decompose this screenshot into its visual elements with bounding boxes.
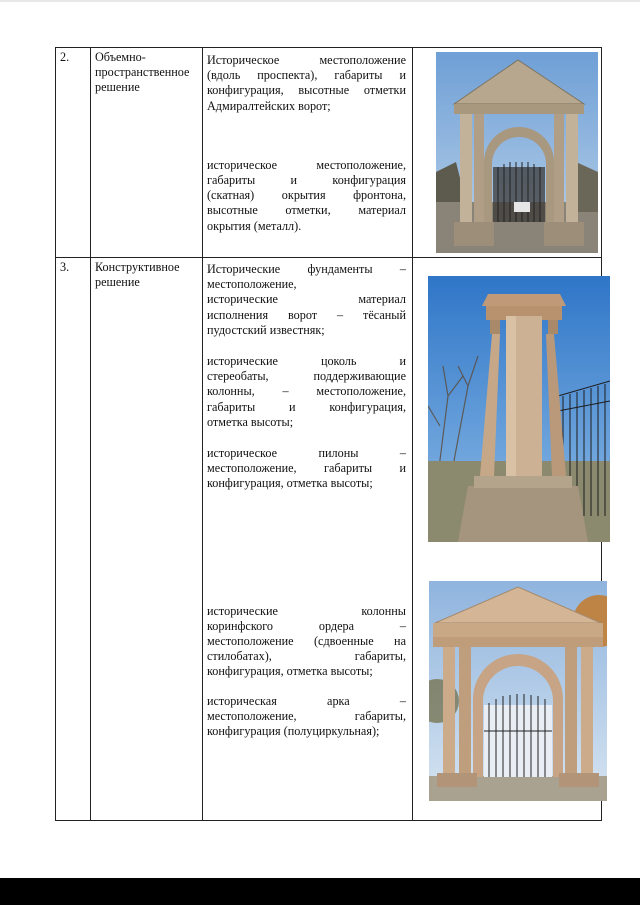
text-line: исполнения ворот – тёсаный — [207, 307, 406, 322]
text-line: местоположение, — [207, 277, 297, 292]
text-line: отметка высоты; — [207, 414, 294, 429]
text-line: историческое местоположение, — [207, 157, 406, 172]
text-line: местоположение (сдвоенные на — [207, 634, 406, 649]
description-item — [207, 446, 406, 492]
row-number: 2. — [56, 48, 91, 258]
category-line: пространственное — [95, 65, 190, 80]
category-line: Объемно- — [95, 50, 146, 64]
row-category — [91, 48, 203, 258]
text-line: историческая арка – — [207, 693, 406, 708]
text-line: габариты и конфигурация, — [207, 399, 406, 414]
category-line: решение — [95, 80, 140, 95]
table-row — [56, 48, 602, 258]
description-item — [207, 292, 406, 338]
text-line: (вдоль проспекта), габариты и — [207, 68, 406, 83]
text-line: Историческое местоположение — [207, 53, 406, 67]
text-line: окрытия (металл). — [207, 218, 302, 233]
category-line: решение — [95, 275, 140, 290]
row-description — [203, 48, 413, 258]
text-line: высотные отметки, материал — [207, 203, 406, 218]
scan-bottom-edge — [0, 878, 640, 905]
text-line: местоположение, габариты и — [207, 461, 406, 476]
text-line: конфигурация, высотные отметки — [207, 83, 406, 98]
arch-gate-front-photo — [436, 52, 598, 253]
text-line: исторические материал — [207, 292, 406, 307]
text-line: исторические колонны — [207, 603, 406, 618]
text-line: стилобатах), габариты, — [207, 649, 406, 664]
text-line: исторические цоколь и — [207, 354, 406, 369]
description-item — [207, 354, 406, 430]
text-line: конфигурация (полуциркульная); — [207, 724, 380, 739]
row-number: 3. — [56, 258, 91, 821]
text-line: конфигурация, отметка высоты; — [207, 664, 373, 679]
photo-cell — [413, 258, 602, 821]
scan-top-edge — [0, 0, 640, 2]
text-line: пудостский известняк; — [207, 322, 325, 337]
text-line: конфигурация, отметка высоты; — [207, 476, 373, 491]
text-line: историческое пилоны – — [207, 446, 406, 461]
description-item — [207, 158, 406, 234]
description-item — [207, 604, 406, 680]
protected-elements-table — [55, 47, 602, 821]
photo-cell — [413, 48, 602, 258]
pylon-column-photo — [428, 276, 610, 542]
text-line: Адмиралтейских ворот; — [207, 98, 331, 113]
text-line: стереобаты, поддерживающие — [207, 369, 406, 384]
text-line: колонны, – местоположение, — [207, 384, 406, 399]
text-line: габариты и конфигурация — [207, 173, 406, 188]
text-line: Исторические фундаменты – — [207, 262, 406, 276]
category-line: Конструктивное — [95, 260, 180, 274]
row-description — [203, 258, 413, 821]
arch-gate-autumn-photo — [429, 581, 607, 801]
text-line: местоположение, габариты, — [207, 708, 406, 723]
description-item — [207, 53, 406, 114]
text-line: (скатная) окрытия фронтона, — [207, 188, 406, 203]
text-line: коринфского ордера – — [207, 618, 406, 633]
description-item — [207, 694, 406, 740]
description-item — [207, 262, 406, 292]
table-row — [56, 258, 602, 821]
row-category — [91, 258, 203, 821]
